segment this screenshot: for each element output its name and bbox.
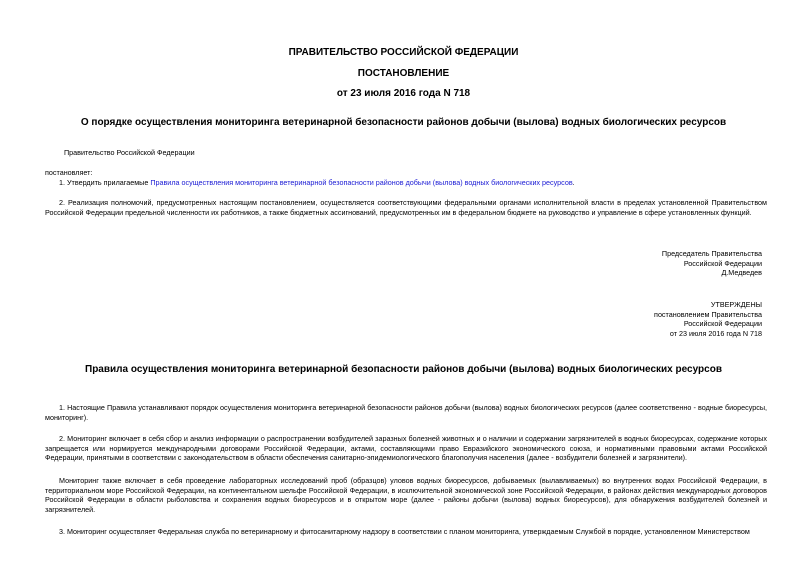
item-2: 2. Реализация полномочий, предусмотренных настоящим постановлением, осуществляется соответствующими федеральными органами исполнительной власти в пределах установленной Правительством Российской Федерации предельной численности их работников, а также бюджетных ассигнований, предусмотренных им в федеральном бюджете на руководство и управление в сфере установленных функций.	[45, 198, 767, 217]
rules-paragraph-3: Мониторинг также включает в себя проведение лабораторных исследований проб (образцов) уловов водных биоресурсов, добываемых (вылавливаемых) во внутренних водах Российской Федерации, в территориальном море Российской Федерации, на континентальном шельфе Российской Федерации, в исключительной экономической зоне Российской Федерации, в районах действия международных договоров Российской Федерации в области рыболовства и сохранения водных биоресурсов и в открытом море (далее - районы добычи (вылова) водных биоресурсов), для обнаружения возбудителей болезней и загрязнителей.	[45, 476, 767, 514]
rules-paragraph-1: 1. Настоящие Правила устанавливают порядок осуществления мониторинга ветеринарной безопасности районов добычи (вылова) водных биологических ресурсов (далее соответственно - водные биоресурсы, мониторинг).	[45, 403, 767, 422]
document-title: О порядке осуществления мониторинга ветеринарной безопасности районов добычи (вылова) водных биологических ресурсов	[80, 117, 727, 128]
approval-date: от 23 июля 2016 года N 718	[669, 328, 762, 338]
signature-name: Д.Медведев	[721, 268, 762, 277]
rules-link[interactable]: Правила осуществления мониторинга ветеринарной безопасности районов добычи (вылова) водных биологических ресурсов	[150, 178, 573, 187]
approval-stamp: УТВЕРЖДЕНЫ	[710, 300, 762, 309]
approval-by: постановлением Правительства	[654, 309, 762, 319]
approval-block	[654, 300, 762, 338]
government-header: ПРАВИТЕЛЬСТВО РОССИЙСКОЙ ФЕДЕРАЦИИ	[288, 47, 519, 58]
document-type: ПОСТАНОВЛЕНИЕ	[357, 68, 450, 79]
signature-country: Российской Федерации	[683, 258, 762, 268]
preamble-organization: Правительство Российской Федерации	[64, 148, 195, 157]
item-1	[59, 178, 575, 188]
item-1-suffix: .	[572, 178, 575, 187]
rules-paragraph-4: 3. Мониторинг осуществляет Федеральная служба по ветеринарному и фитосанитарному надзору в соответствии с планом мониторинга, утверждаемым Службой в порядке, установленном Министерством	[59, 527, 750, 536]
rules-title: Правила осуществления мониторинга ветеринарной безопасности районов добычи (вылова) водных биологических ресурсов	[85, 364, 722, 375]
signature-position: Председатель Правительства	[661, 249, 762, 258]
preamble-verb: постановляет:	[45, 168, 93, 177]
rules-paragraph-2: 2. Мониторинг включает в себя сбор и анализ информации о распространении возбудителей заразных болезней животных и о наличии и содержании загрязнителей в водных биоресурсах, содержание которых запрещается или нормируется международными договорами Российской Федерации, актами, составляющими право Евразийского экономического союза, и нормативными правовыми актами Российской Федерации, принятыми в соответствии с законодательством в области обеспечения санитарно-эпидемиологического благополучия населения (далее - возбудители болезней и загрязнители).	[45, 434, 767, 462]
signature-block	[662, 249, 762, 278]
item-1-prefix: 1. Утвердить прилагаемые	[59, 178, 151, 187]
document-date: от 23 июля 2016 года N 718	[336, 88, 471, 99]
approval-country: Российской Федерации	[683, 319, 762, 328]
